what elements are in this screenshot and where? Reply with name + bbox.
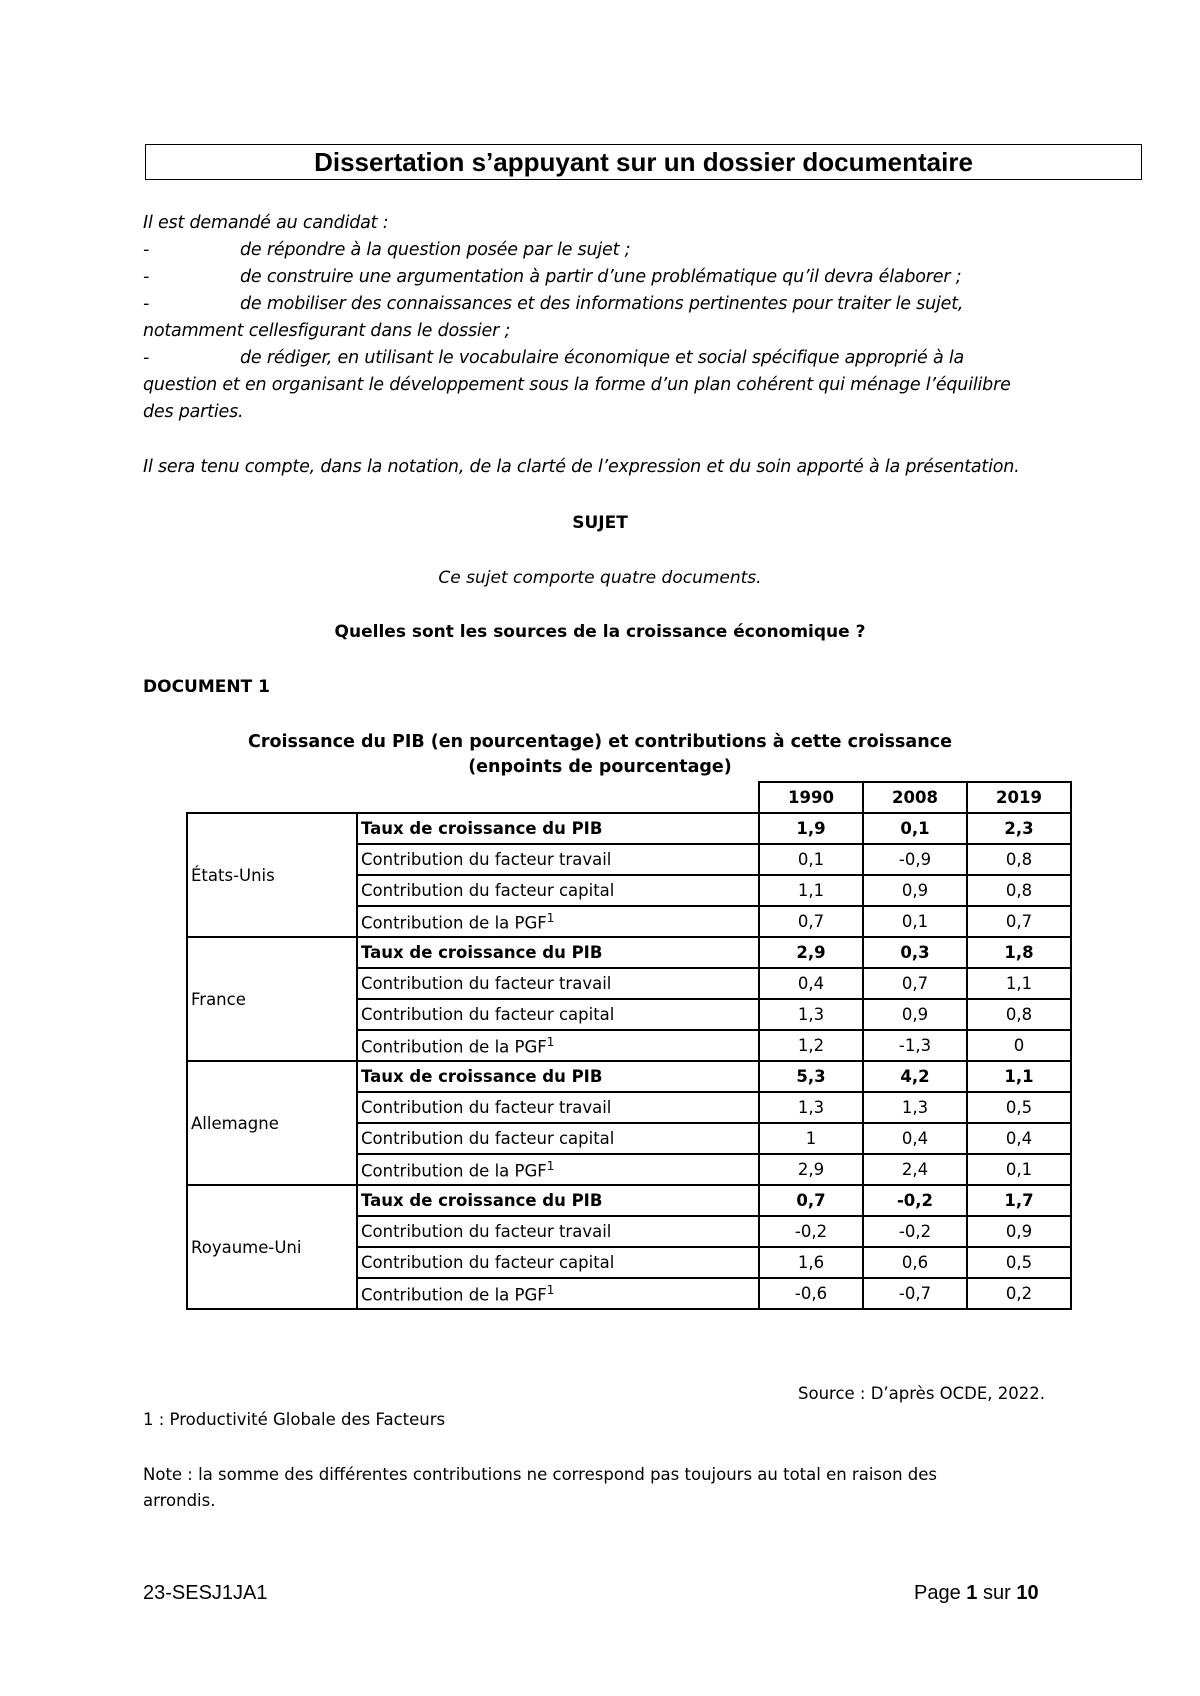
row-label: Taux de croissance du PIB [357,1061,759,1092]
value-cell: -0,9 [863,844,967,875]
value-cell: 5,3 [759,1061,863,1092]
footnote-marker: 1 [546,910,555,925]
table-note: Note : la somme des différentes contributions ne correspond pas toujours au total en raison des [143,1465,938,1484]
value-cell: 2,3 [967,813,1071,844]
value-cell: 0,7 [759,1185,863,1216]
value-cell: -0,6 [759,1278,863,1309]
notation-note: Il sera tenu compte, dans la notation, de la clarté de l’expression et du soin apporté à la présentation. [143,457,1020,477]
value-cell: 0,4 [759,968,863,999]
value-cell: 0,9 [967,1216,1071,1247]
value-cell: 1,1 [759,875,863,906]
row-label: Contribution du facteur travail [357,1216,759,1247]
instruction-item: - de construire une argumentation à partir d’une problématique qu’il devra élaborer ; [143,267,962,287]
page-title: Dissertation s’appuyant sur un dossier documentaire [145,144,1142,180]
subject-label: SUJET [572,513,628,533]
value-cell: 0,2 [967,1278,1071,1309]
country-cell: Allemagne [187,1061,357,1185]
instruction-item-continuation: des parties. [143,402,244,422]
value-cell: 0,1 [759,844,863,875]
value-cell: 1,9 [759,813,863,844]
footnote-marker: 1 [546,1282,555,1297]
growth-table [186,781,1072,1310]
row-label: Contribution du facteur capital [357,1123,759,1154]
year-header: 2008 [863,782,967,813]
value-cell: -0,2 [863,1185,967,1216]
value-cell: 0,4 [863,1123,967,1154]
value-cell: 0,8 [967,844,1071,875]
value-cell: -0,7 [863,1278,967,1309]
row-label: Contribution de la PGF$^1$ [357,1278,759,1309]
value-cell: 0,7 [759,906,863,937]
value-cell: 0,3 [863,937,967,968]
value-cell: 2,9 [759,937,863,968]
value-cell: 0,1 [863,906,967,937]
year-header: 2019 [967,782,1071,813]
value-cell: -0,2 [759,1216,863,1247]
value-cell: 0,8 [967,875,1071,906]
instruction-item: - de répondre à la question posée par le sujet ; [143,240,631,260]
row-label: Contribution de la PGF$^1$ [357,1030,759,1061]
table-header-row [187,782,1071,813]
country-cell: États-Unis [187,813,357,937]
value-cell: 2,4 [863,1154,967,1185]
table-subtitle: (enpoints de pourcentage) [468,757,732,777]
value-cell: 0,7 [863,968,967,999]
table-row [187,1185,1071,1216]
value-cell: 1,1 [967,1061,1071,1092]
value-cell: 1,3 [863,1092,967,1123]
year-header: 1990 [759,782,863,813]
table-row [187,1061,1071,1092]
value-cell: 1,2 [759,1030,863,1061]
value-cell: 0,1 [863,813,967,844]
value-cell: 4,2 [863,1061,967,1092]
value-cell: 0,9 [863,875,967,906]
table-footnote: 1 : Productivité Globale des Facteurs [143,1410,446,1429]
instruction-item: - de mobiliser des connaissances et des informations pertinentes pour traiter le sujet, [143,294,964,314]
value-cell: 0,7 [967,906,1071,937]
row-label: Taux de croissance du PIB [357,1185,759,1216]
value-cell: -0,2 [863,1216,967,1247]
value-cell: 0,5 [967,1092,1071,1123]
row-label: Contribution du facteur capital [357,1247,759,1278]
row-label: Contribution du facteur travail [357,844,759,875]
documents-note: Ce sujet comporte quatre documents. [438,568,762,588]
country-cell: Royaume-Uni [187,1185,357,1309]
exam-code: 23-SESJ1JA1 [143,1582,268,1604]
table-note-continuation: arrondis. [143,1491,216,1510]
value-cell: -1,3 [863,1030,967,1061]
instruction-item: - de rédiger, en utilisant le vocabulaire économique et social spécifique approprié à la [143,348,965,368]
row-label: Contribution de la PGF$^1$ [357,1154,759,1185]
value-cell: 1 [759,1123,863,1154]
country-cell: France [187,937,357,1061]
table-row [187,937,1071,968]
value-cell: 1,1 [967,968,1071,999]
table-source: Source : D’après OCDE, 2022. [798,1384,1046,1403]
value-cell: 0,1 [967,1154,1071,1185]
instructions-intro: Il est demandé au candidat : [143,213,389,233]
table-row [187,813,1071,844]
row-label: Contribution de la PGF$^1$ [357,906,759,937]
value-cell: 2,9 [759,1154,863,1185]
value-cell: 1,6 [759,1247,863,1278]
instruction-item-continuation: question et en organisant le développement sous la forme d’un plan cohérent qui ménage l’équilibre [143,375,1011,395]
value-cell: 0,5 [967,1247,1071,1278]
value-cell: 1,7 [967,1185,1071,1216]
table-title: Croissance du PIB (en pourcentage) et contributions à cette croissance [248,732,952,752]
value-cell: 0,9 [863,999,967,1030]
value-cell: 1,3 [759,1092,863,1123]
footnote-marker: 1 [546,1158,555,1173]
value-cell: 0,6 [863,1247,967,1278]
page-number: Page 1 sur 10 [914,1582,1039,1604]
value-cell: 0,4 [967,1123,1071,1154]
row-label: Taux de croissance du PIB [357,937,759,968]
value-cell: 0 [967,1030,1071,1061]
row-label: Taux de croissance du PIB [357,813,759,844]
row-label: Contribution du facteur travail [357,968,759,999]
row-label: Contribution du facteur capital [357,999,759,1030]
value-cell: 0,8 [967,999,1071,1030]
subject-question: Quelles sont les sources de la croissance économique ? [334,622,866,642]
row-label: Contribution du facteur capital [357,875,759,906]
row-label: Contribution du facteur travail [357,1092,759,1123]
value-cell: 1,8 [967,937,1071,968]
instruction-item-continuation: notamment cellesfigurant dans le dossier ; [143,321,511,341]
value-cell: 1,3 [759,999,863,1030]
document-label: DOCUMENT 1 [143,677,270,697]
footnote-marker: 1 [546,1034,555,1049]
